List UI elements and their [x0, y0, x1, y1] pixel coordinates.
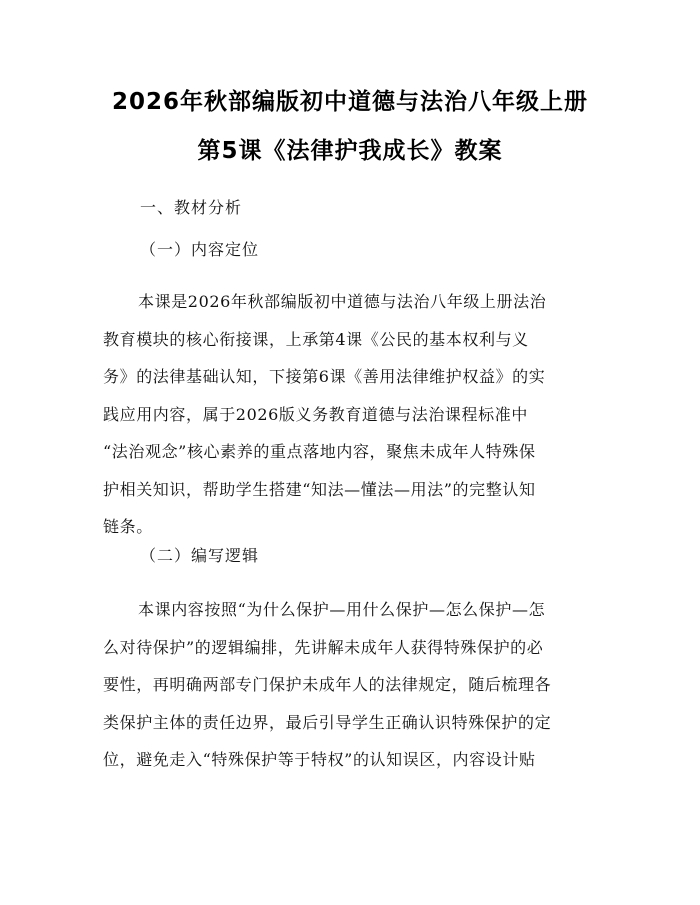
- paragraph-line: 践应用内容，属于2026版义务教育道德与法治课程标准中: [103, 404, 528, 424]
- paragraph-line: 位，避免走入“特殊保护等于特权”的认知误区，内容设计贴: [103, 750, 536, 769]
- paragraph-line: 教育模块的核心衔接课，上承第4课《公民的基本权利与义: [103, 329, 529, 349]
- paragraph-line: 护相关知识，帮助学生搭建“知法—懂法—用法”的完整认知: [103, 479, 536, 499]
- document-title-line-2: 第5课《法律护我成长》教案: [197, 138, 503, 164]
- paragraph-line: 本课是2026年秋部编版初中道德与法治八年级上册法治: [138, 292, 547, 311]
- paragraph-line: 类保护主体的责任边界，最后引导学生正确认识特殊保护的定: [103, 712, 552, 732]
- paragraph-line: 么对待保护”的逻辑编排，先讲解未成年人获得特殊保护的必: [103, 637, 544, 657]
- paragraph-line: 本课内容按照“为什么保护—用什么保护—怎么保护—怎: [138, 600, 546, 619]
- paragraph-writing-logic: [103, 591, 601, 779]
- document-title-line-1: 2026年秋部编版初中道德与法治八年级上册: [111, 89, 588, 115]
- paragraph-line: 链条。: [103, 517, 153, 536]
- paragraph-line: 要性，再明确两部专门保护未成年人的法律规定，随后梳理各: [103, 675, 552, 694]
- paragraph-line: “法治观念”核心素养的重点落地内容，聚焦未成年人特殊保: [103, 442, 536, 461]
- paragraph-content-positioning: [103, 283, 601, 546]
- subsection-heading-writing-logic: （二）编写逻辑: [140, 546, 260, 565]
- paragraph-line: 务》的法律基础认知，下接第6课《善用法律维护权益》的实: [103, 367, 546, 386]
- subsection-heading-content-positioning: （一）内容定位: [140, 240, 260, 259]
- section-heading-textbook-analysis: 一、教材分析: [140, 198, 243, 217]
